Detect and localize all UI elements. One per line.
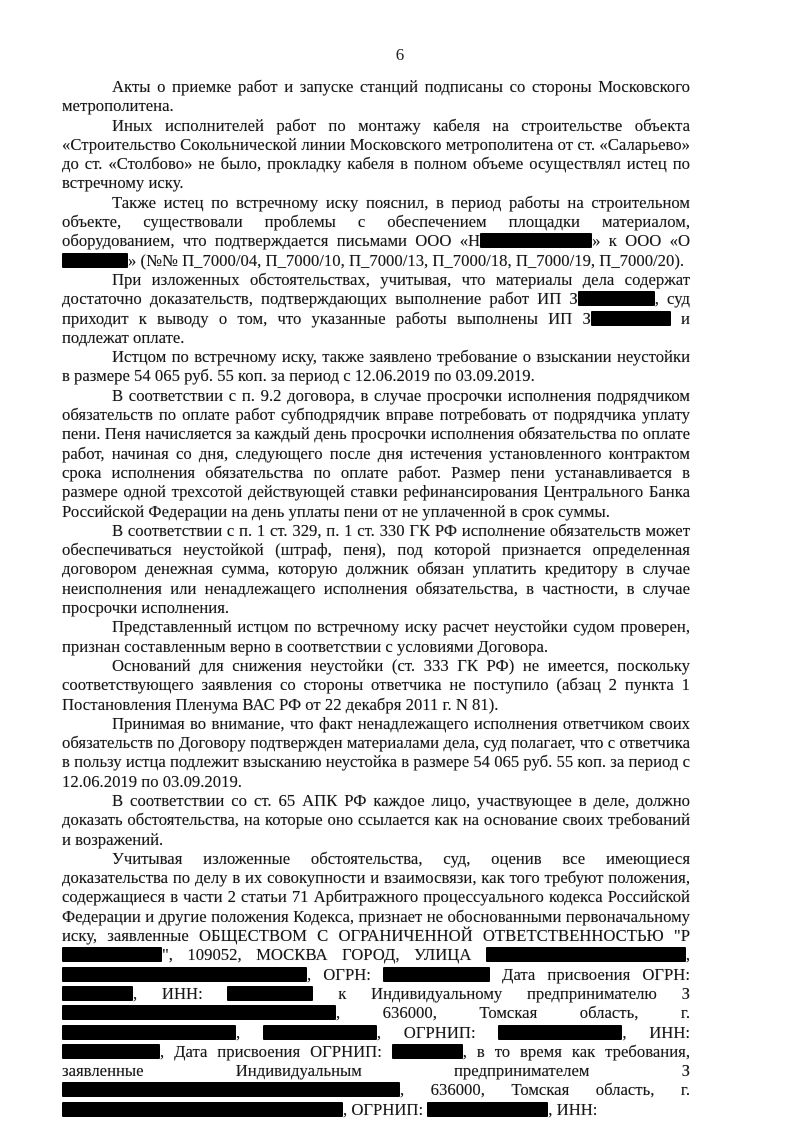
- text-run: Представленный истцом по встречному иску расчет неустойки судом проверен, признан составленным верно в соответствии с условиями Договора.: [62, 617, 690, 656]
- redaction-bar: [578, 291, 655, 306]
- paragraph: [62, 521, 690, 617]
- paragraph: [62, 791, 690, 849]
- redaction-bar: [62, 253, 128, 268]
- text-run: Также истец по встречному иску пояснил, в период работы на строительном объекте, существовали проблемы с обеспечением площадки материалом, оборудованием, что подтверждается письмами ООО «Н: [62, 192, 690, 251]
- paragraph: [62, 656, 690, 714]
- redaction-bar: [486, 947, 686, 962]
- redaction-bar: [480, 233, 592, 248]
- text-run: Учитывая изложенные обстоятельства, суд, оценив все имеющиеся доказательства по делу в их совокупности и взаимосвязи, как того требуют положения, содержащиеся в части 2 статьи 71 Арбитражного процессуального кодекса Российской Федерации и другие положения Кодекса, признает не обоснованными первоначальному иску, заявленные ОБЩЕСТВОМ С ОГРАНИЧЕННОЙ ОТВЕТСТВЕННОСТЬЮ "Р: [62, 848, 690, 946]
- redaction-bar: [62, 986, 133, 1001]
- paragraph: [62, 116, 690, 193]
- redaction-bar: [62, 1005, 336, 1020]
- redaction-bar: [62, 1102, 343, 1117]
- redaction-bar: [392, 1044, 463, 1059]
- text-run: , 636000, Томская область, г.: [336, 1003, 690, 1023]
- text-run: , ОГРНИП:: [376, 1022, 499, 1042]
- text-run: Дата присвоения ОГРН:: [489, 964, 690, 984]
- text-run: Принимая во внимание, что факт ненадлежащего исполнения ответчиком своих обязательств по Договору подтвержден материалами дела, суд полагает, что с ответчика в пользу истца подлежит взысканию неустойка в размере 54 065 руб. 55 коп. за период с 12.06.2019 по 03.09.2019.: [62, 713, 690, 791]
- text-run: ", 109052, МОСКВА ГОРОД, УЛИЦА: [162, 945, 486, 965]
- text-run: Акты о приемке работ и запуске станций подписаны со стороны Московского метрополитена.: [62, 77, 690, 116]
- text-run: к Индивидуальному предпринимателю З: [313, 983, 690, 1003]
- text-run: , ИНН:: [133, 983, 228, 1003]
- paragraph: [62, 270, 690, 347]
- text-run: , суд приходит к выводу о том, что указанные работы выполнены ИП З: [62, 289, 690, 328]
- redaction-bar: [263, 1025, 377, 1040]
- text-run: При изложенных обстоятельствах, учитывая, что материалы дела содержат достаточно доказательств, подтверждающих выполнение работ ИП З: [62, 269, 690, 309]
- text-run: , ОГРН:: [307, 964, 383, 984]
- text-run: , ИНН:: [548, 1099, 598, 1119]
- redaction-bar: [427, 1102, 548, 1117]
- page-number: 6: [395, 45, 405, 64]
- text-run: , в то время как требования, заявленные Индивидуальным предпринимателем З: [62, 1041, 690, 1081]
- paragraph: [62, 193, 690, 270]
- text-run: В соответствии с п. 9.2 договора, в случае просрочки исполнения подрядчиком обязательств по оплате работ субподрядчик вправе потребовать от подрядчика уплату пени. Пеня начисляется за каждый день просрочки исполнения обязательства по оплате работ, начиная со дня, следующего после дня истечения установленного контрактом срока исполнения обязательства по оплате работ. Размер пени устанавливается в размере одной трехсотой действующей ставки рефинансирования Центрального Банка Российской Федерации на день уплаты пени от не уплаченной в срок суммы.: [62, 385, 690, 521]
- redaction-bar: [498, 1025, 622, 1040]
- text-run: Иных исполнителей работ по монтажу кабеля на строительстве объекта «Строительство Сокольнической линии Московского метрополитена от ст. «Саларьево» до ст. «Столбово» не было, прокладку кабеля в полном объеме осуществлял истец по встречному иску.: [62, 115, 690, 193]
- text-run: , ИНН:: [622, 1022, 691, 1042]
- text-run: Истцом по встречному иску, также заявлено требование о взыскании неустойки в размере 54 065 руб. 55 коп. за период с 12.06.2019 по 03.09.2019.: [62, 347, 690, 386]
- text-run: , 636000, Томская область, г.: [400, 1080, 690, 1100]
- redaction-bar: [62, 947, 162, 962]
- text-run: ,: [685, 945, 690, 965]
- paragraph: [62, 714, 690, 791]
- redaction-bar: [62, 967, 307, 982]
- document-body: [62, 77, 690, 1119]
- redaction-bar: [227, 986, 313, 1001]
- text-run: Оснований для снижения неустойки (ст. 333 ГК РФ) не имеется, поскольку соответствующего заявления со стороны ответчика не поступило (абзац 2 пункта 1 Постановления Пленума ВАС РФ от 22 декабря 2011 г. N 81).: [62, 655, 690, 714]
- text-run: , Дата присвоения ОГРНИП:: [160, 1041, 392, 1061]
- redaction-bar: [591, 311, 671, 326]
- paragraph: [62, 386, 690, 521]
- text-run: В соответствии со ст. 65 АПК РФ каждое лицо, участвующее в деле, должно доказать обстоятельства, на которые оно ссылается как на основание своих требований и возражений.: [62, 790, 690, 849]
- text-run: В соответствии с п. 1 ст. 329, п. 1 ст. 330 ГК РФ исполнение обязательств может обеспечиваться неустойкой (штраф, пеня), под которой признается определенная договором денежная сумма, которую должник обязан уплатить кредитору в случае неисполнения или ненадлежащего исполнения обязательства, в частности, в случае просрочки исполнения.: [62, 520, 690, 618]
- text-run: ,: [236, 1022, 263, 1042]
- paragraph: [62, 347, 690, 386]
- text-run: » к ООО «О: [592, 231, 691, 251]
- redaction-bar: [383, 967, 490, 982]
- text-run: , ОГРНИП:: [343, 1099, 428, 1119]
- paragraph: [62, 617, 690, 656]
- paragraph: [62, 849, 690, 1119]
- text-run: » (№№ П_7000/04, П_7000/10, П_7000/13, П_7000/18, П_7000/19, П_7000/20).: [128, 250, 685, 270]
- paragraph: [62, 77, 690, 116]
- redaction-bar: [62, 1025, 236, 1040]
- redaction-bar: [62, 1082, 400, 1097]
- text-run: и подлежат оплате.: [62, 308, 690, 347]
- redaction-bar: [62, 1044, 160, 1059]
